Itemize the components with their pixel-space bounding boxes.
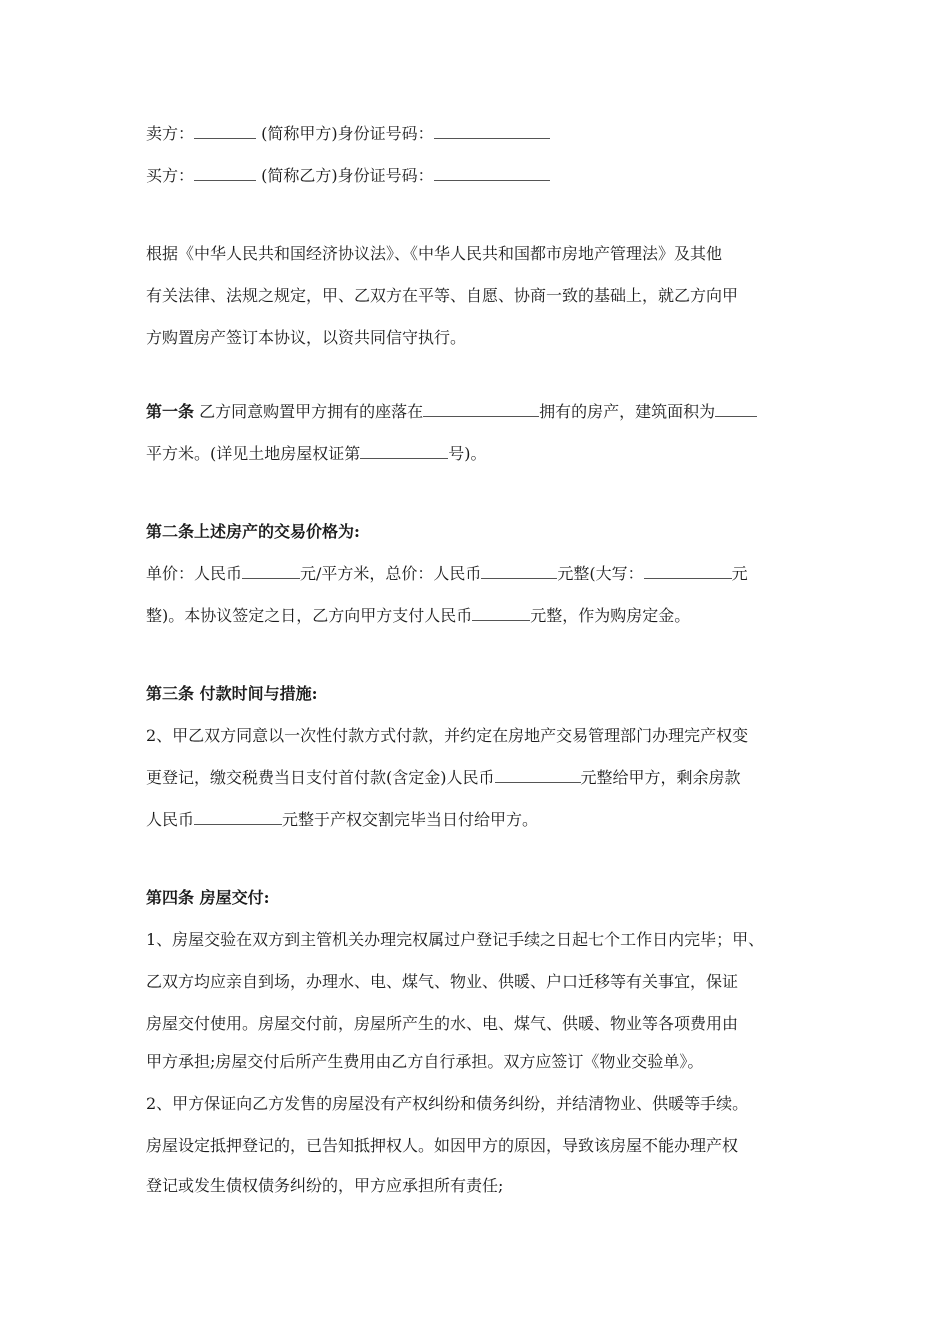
article4-line-6: 房屋设定抵押登记的，已告知抵押权人。如因甲方的原因，导致该房屋不能办理产权 bbox=[146, 1136, 739, 1155]
article2-l2-b: 元整，作为购房定金。 bbox=[530, 606, 691, 625]
article4-line-2: 乙双方均应亲自到场，办理水、电、煤气、物业、供暖、户口迁移等有关事宜，保证 bbox=[146, 972, 739, 991]
seller-name-blank bbox=[194, 124, 256, 139]
seller-line bbox=[146, 124, 550, 144]
buyer-name-blank bbox=[194, 166, 256, 181]
article2-l1-c: 元整(大写： bbox=[557, 564, 644, 583]
article4-line-3: 房屋交付使用。房屋交付前，房屋所产生的水、电、煤气、供暖、物业等各项费用由 bbox=[146, 1014, 739, 1033]
article2-l1-d: 元 bbox=[731, 564, 748, 583]
article4-line-7: 登记或发生债权债务纠纷的，甲方应承担所有责任; bbox=[146, 1176, 504, 1195]
article3-line-2 bbox=[146, 768, 741, 788]
article3-l2-a: 更登记，缴交税费当日支付首付款(含定金)人民币 bbox=[146, 768, 495, 787]
article4-line-4: 甲方承担;房屋交付后所产生费用由乙方自行承担。双方应签订《物业交验单》。 bbox=[146, 1052, 704, 1071]
unit-price-blank bbox=[242, 564, 300, 579]
article1-line-2 bbox=[146, 444, 487, 464]
preamble-line-2: 有关法律、法规之规定，甲、乙双方在平等、自愿、协商一致的基础上，就乙方向甲 bbox=[146, 286, 739, 305]
article4-heading: 第四条 房屋交付: bbox=[146, 888, 270, 907]
article2-l2-a: 整)。本协议签定之日，乙方向甲方支付人民币 bbox=[146, 606, 473, 625]
preamble-line-1: 根据《中华人民共和国经济协议法》、《中华人民共和国都市房地产管理法》及其他 bbox=[146, 244, 723, 263]
article2-line-1 bbox=[146, 564, 748, 584]
seller-id-blank bbox=[434, 124, 550, 139]
article2-line-2 bbox=[146, 606, 690, 626]
article1-text-b: 拥有的房产，建筑面积为 bbox=[539, 402, 716, 421]
down-payment-blank bbox=[495, 768, 581, 783]
article2-l1-a: 单价：人民币 bbox=[146, 564, 243, 583]
buyer-id-blank bbox=[434, 166, 550, 181]
article3-l2-b: 元整给甲方，剩余房款 bbox=[580, 768, 741, 787]
article3-line-1: 2、甲乙双方同意以一次性付款方式付款，并约定在房地产交易管理部门办理完产权变 bbox=[146, 726, 749, 745]
buyer-line bbox=[146, 166, 550, 186]
preamble-line-3: 方购置房产签订本协议，以资共同信守执行。 bbox=[146, 328, 467, 347]
buyer-label: 买方： bbox=[146, 166, 195, 185]
seller-abbr: (简称甲方)身份证号码： bbox=[261, 124, 434, 143]
remaining-payment-blank bbox=[194, 810, 282, 825]
deposit-blank bbox=[472, 606, 530, 621]
article4-line-5: 2、甲方保证向乙方发售的房屋没有产权纠纷和债务纠纷，并结清物业、供暖等手续。 bbox=[146, 1094, 749, 1113]
article1-location-blank bbox=[423, 402, 539, 417]
article1-line2-b: 号)。 bbox=[448, 444, 487, 463]
article3-l3-a: 人民币 bbox=[146, 810, 195, 829]
article1-text-a: 乙方同意购置甲方拥有的座落在 bbox=[194, 402, 424, 421]
article4-line-1: 1、房屋交验在双方到主管机关办理完权属过户登记手续之日起七个工作日内完毕；甲、 bbox=[146, 930, 765, 949]
article2-heading: 第二条上述房产的交易价格为: bbox=[146, 522, 360, 541]
article1-heading: 第一条 bbox=[146, 402, 195, 421]
total-price-words-blank bbox=[644, 564, 732, 579]
article1-cert-blank bbox=[360, 444, 448, 459]
article1-line-1 bbox=[146, 402, 757, 422]
article1-line2-a: 平方米。(详见土地房屋权证第 bbox=[146, 444, 361, 463]
article3-line-3 bbox=[146, 810, 538, 830]
article3-l3-b: 元整于产权交割完毕当日付给甲方。 bbox=[282, 810, 539, 829]
article2-l1-b: 元/平方米，总价：人民币 bbox=[300, 564, 482, 583]
article1-area-blank bbox=[715, 402, 757, 417]
seller-label: 卖方： bbox=[146, 124, 195, 143]
buyer-abbr: (简称乙方)身份证号码： bbox=[261, 166, 434, 185]
article3-heading: 第三条 付款时间与措施: bbox=[146, 684, 318, 703]
total-price-blank bbox=[481, 564, 557, 579]
